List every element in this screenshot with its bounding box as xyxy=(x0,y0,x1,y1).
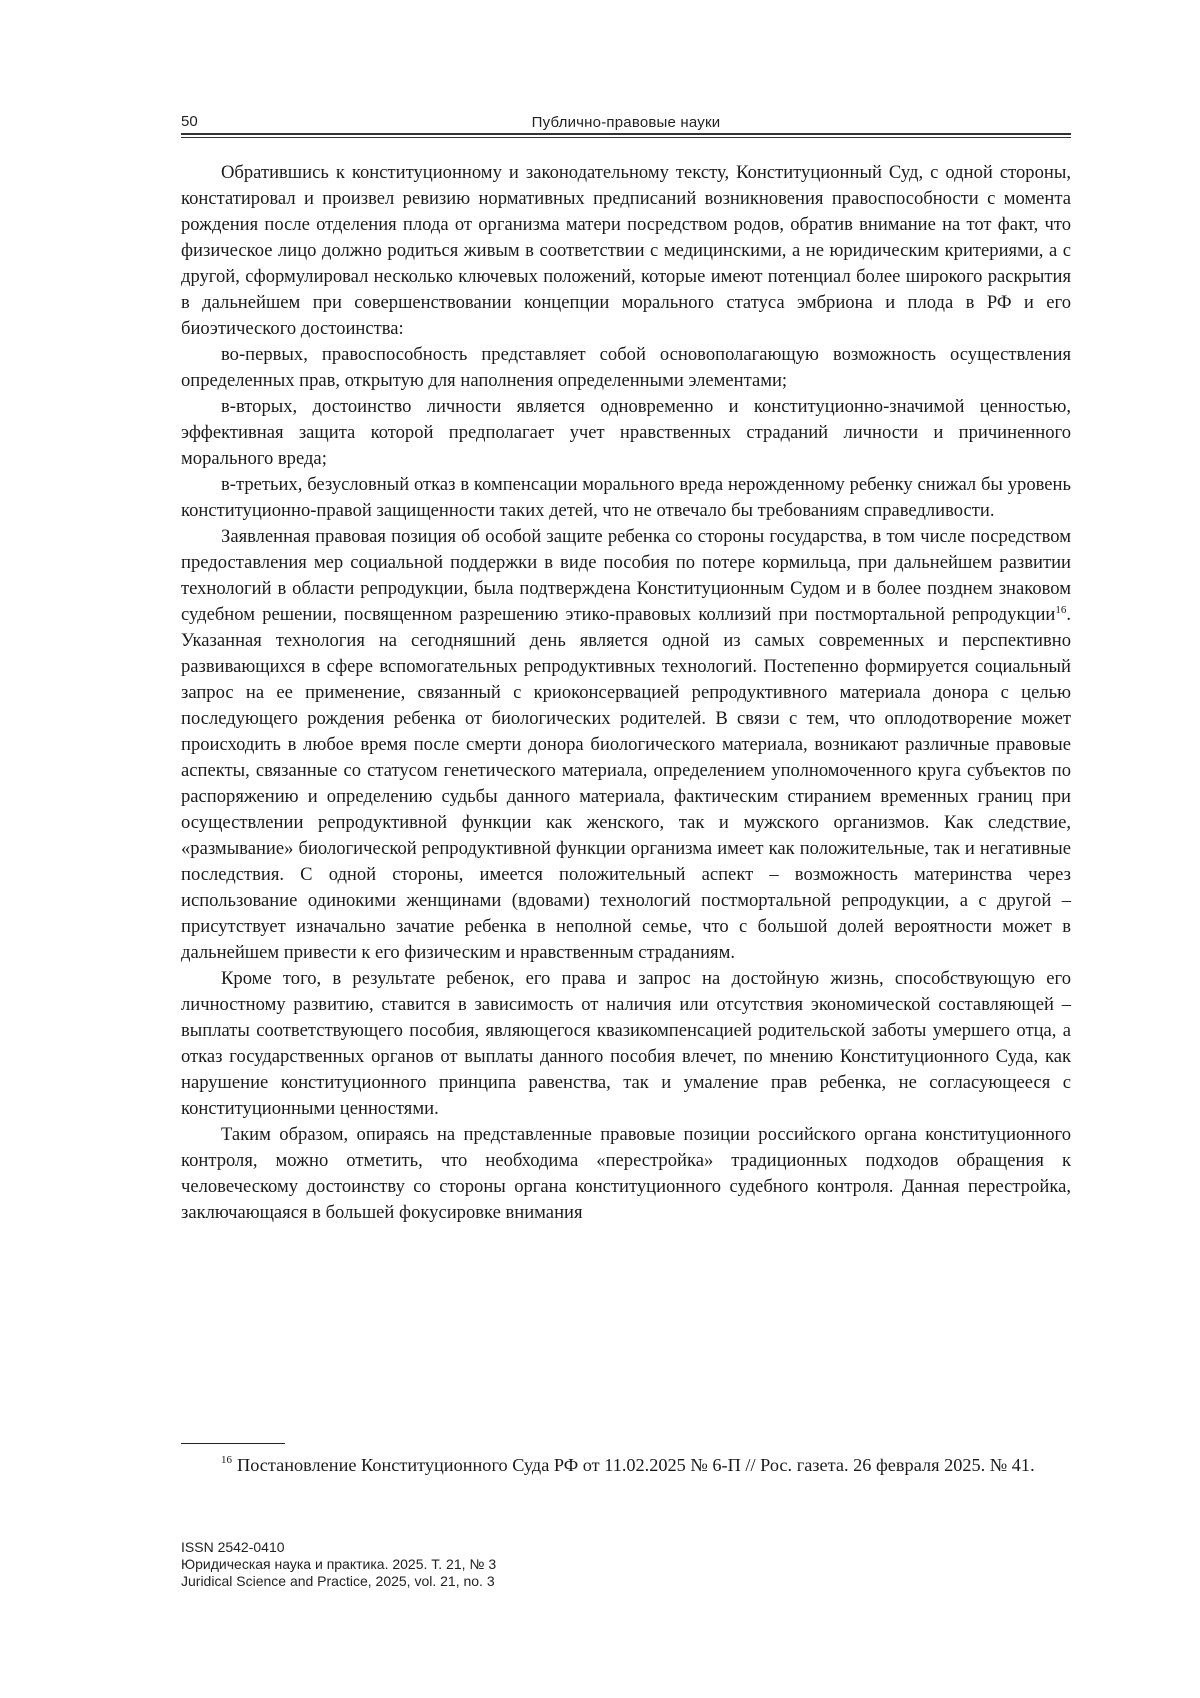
journal-footer xyxy=(181,1539,496,1590)
body-paragraph-2: во-первых, правоспособность представляет собой основополагающую возможность осуществления определенных прав, открытую для наполнения определенными элементами; xyxy=(181,344,1071,391)
journal-citation-ru: Юридическая наука и практика. 2025. Т. 21, № 3 xyxy=(181,1556,497,1572)
body-paragraph-7: Таким образом, опираясь на представленные правовые позиции российского органа конституционного контроля, можно отметить, что необходима «перестройка» традиционных подходов обращения к человеческому достоинству со стороны органа конституционного судебного контроля. Данная перестройка, заключающаяся в большей фокусировке внимания xyxy=(181,1124,1071,1223)
footnote-text: Постановление Конституционного Суда РФ от 11.02.2025 № 6-П // Рос. газета. 26 февраля 2025. № 41. xyxy=(237,1455,1035,1475)
body-paragraph-4: в-третьих, безусловный отказ в компенсации морального вреда нерожденному ребенку снижал бы уровень конституционно-правой защищенности таких детей, что не отвечало бы требованиям справедливости. xyxy=(181,474,1071,521)
footnote-number: 16 xyxy=(221,1454,232,1466)
body-paragraph-5-part-2: . Указанная технология на сегодняшний день является одной из самых современных и перспективно развивающихся в сфере вспомогательных репродуктивных технологий. Постепенно формируется социальный запрос на ее применение, связанный с криоконсервацией репродуктивного материала донора с целью последующего рождения ребенка от биологических родителей. В связи с тем, что оплодотворение может происходить в любое время после смерти донора биологического материала, возникают различные правовые аспекты, связанные со статусом генетического материала, определением уполномоченного круга субъектов по распоряжению и определению судьбы данного материала, фактическим стиранием временных границ при осуществлении репродуктивной функции как женского, так и мужского организмов. Как следствие, «размывание» биологической репродуктивной функции организма имеет как положительные, так и негативные последствия. С одной стороны, имеется положительный аспект – возможность материнства через использование одинокими женщинами (вдовами) технологий постмортальной репродукции, а с другой – присутствует изначально зачатие ребенка в неполной семье, что с большой долей вероятности может в дальнейшем привести к его физическим и нравственным страданиям. xyxy=(181,604,1071,963)
footnote-reference[interactable]: 16 xyxy=(1055,604,1067,616)
running-header xyxy=(181,111,1071,133)
body-paragraph-5 xyxy=(181,524,1071,966)
body-paragraph-3: в-вторых, достоинство личности является одновременно и конституционно-значимой ценностью, эффективная защита которой предполагает учет нравственных страданий личности и причиненного морального вреда; xyxy=(181,396,1071,469)
journal-citation-en: Juridical Science and Practice, 2025, vol. 21, no. 3 xyxy=(181,1573,495,1589)
header-rule-thin xyxy=(181,137,1071,138)
page-number: 50 xyxy=(181,113,198,130)
body-paragraph-5-part-1: Заявленная правовая позиция об особой защите ребенка со стороны государства, в том числе посредством предоставления мер социальной поддержки в виде пособия по потере кормильца, при дальнейшем развитии технологий в области репродукции, была подтверждена Конституционным Судом и в более позднем знаковом судебном решении, посвященном разрешению этико-правовых коллизий при постмортальной репродукции xyxy=(181,526,1071,625)
body-paragraph-1: Обратившись к конституционному и законодательному тексту, Конституционный Суд, с одной стороны, констатировал и произвел ревизию нормативных предписаний возникновения правоспособности с момента рождения после отделения плода от организма матери посредством родов, обратив внимание на тот факт, что физическое лицо должно родиться живым в соответствии с медицинскими, а не юридическим критериями, а с другой, сформулировал несколько ключевых положений, которые имеют потенциал более широкого раскрытия в дальнейшем при совершенствовании концепции морального статуса эмбриона и плода в РФ и его биоэтического достоинства: xyxy=(181,162,1071,339)
section-title: Публично-правовые науки xyxy=(531,114,721,131)
footnote xyxy=(181,1452,1071,1479)
issn-line: ISSN 2542-0410 xyxy=(181,1539,285,1555)
body-paragraph-6: Кроме того, в результате ребенок, его права и запрос на достойную жизнь, способствующую его личностному развитию, ставится в зависимость от наличия или отсутствия экономической составляющей – выплаты соответствующего пособия, являющегося квазикомпенсацией родительской заботы умершего отца, а отказ государственных органов от выплаты данного пособия влечет, по мнению Конституционного Суда, как нарушение конституционного принципа равенства, так и умаление прав ребенка, не согласующееся с конституционными ценностями. xyxy=(181,968,1071,1119)
header-rule-thick xyxy=(181,133,1071,135)
article-body xyxy=(181,160,1071,1226)
footnote-separator xyxy=(181,1443,285,1444)
